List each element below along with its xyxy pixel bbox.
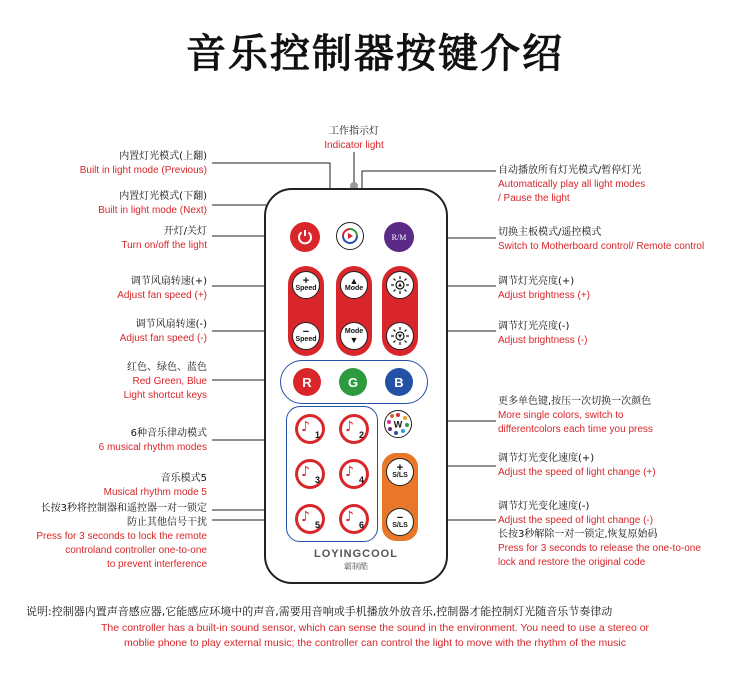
music-note-icon: ♪	[345, 419, 354, 435]
brand-logo: LOYINGCOOL	[314, 548, 398, 560]
label-lock: 长按3秒将控制器和遥控器一对一锁定 防止其他信号干扰 Press for 3 seconds to lock the remote controland controller one-to-one to prevent interference	[36, 503, 207, 570]
label-music-mode-5: 音乐模式5 Musical rhythm mode 5	[103, 473, 207, 498]
music-modes-group	[286, 406, 378, 542]
color-wheel-icon	[385, 411, 411, 437]
music-mode-4-button[interactable]: ♪ 4	[339, 459, 369, 489]
fan-speed-minus-button[interactable]: − Speed	[292, 322, 320, 350]
sun-minus-icon	[390, 326, 410, 346]
fan-speed-plus-button[interactable]: + Speed	[292, 271, 320, 299]
brightness-minus-button[interactable]	[386, 322, 414, 350]
green-button[interactable]: G	[339, 368, 367, 396]
label-rm-switch: 切换主板模式/遥控模式 Switch to Motherboard control/ Remote control	[498, 227, 705, 252]
music-note-icon: ♪	[301, 509, 310, 525]
power-icon	[296, 228, 314, 246]
label-brightness-plus: 调节灯光亮度(+) Adjust brightness (+)	[498, 276, 590, 301]
footer-note-cn: 说明:控制器内置声音感应器,它能感应环境中的声音,需要用音响或手机播放外放音乐,控制器才能控制灯光随音乐节奏律动	[26, 605, 613, 618]
label-speed-plus: 调节灯光变化速度(+) Adjust the speed of light change (+)	[498, 453, 656, 478]
page-title: 音乐控制器按键介绍	[186, 31, 564, 77]
music-note-icon: ♪	[301, 419, 310, 435]
label-auto-play: 自动播放所有灯光模式/暂停灯光 Automatically play all light modes / Pause the light	[498, 165, 646, 204]
rgb-group	[280, 360, 428, 404]
label-previous-mode: 内置灯光模式(上翻) Built in light mode (Previous)	[79, 151, 207, 176]
blue-button[interactable]: B	[385, 368, 413, 396]
music-mode-5-button[interactable]: ♪ 5	[295, 504, 325, 534]
triangle-up-icon: ▲	[349, 276, 359, 286]
auto-play-button[interactable]	[336, 222, 364, 250]
indicator-label: 工作指示灯 Indicator light	[324, 126, 384, 151]
more-colors-button[interactable]	[384, 410, 412, 438]
mode-next-button[interactable]: Mode ▼	[340, 322, 368, 350]
light-speed-plus-button[interactable]: + S/LS	[386, 458, 414, 486]
power-button[interactable]	[290, 222, 320, 252]
brand-cn: 霸制酷	[344, 562, 368, 571]
label-fan-minus: 调节风扇转速(-) Adjust fan speed (-)	[119, 319, 207, 344]
sun-plus-icon	[390, 275, 410, 295]
music-note-icon: ♪	[345, 509, 354, 525]
remote-control	[264, 188, 448, 584]
label-brightness-minus: 调节灯光亮度(-) Adjust brightness (-)	[498, 321, 588, 346]
play-cycle-icon	[339, 225, 361, 247]
fan-speed-pill	[288, 266, 324, 356]
label-music-modes: 6种音乐律动模式 6 musical rhythm modes	[98, 428, 207, 453]
triangle-down-icon: ▼	[349, 335, 359, 345]
rm-switch-button[interactable]: R/M	[384, 222, 414, 252]
footer-note-en: The controller has a built-in sound sensor, which can sense the sound in the environment. You need to use a stereo or moblie phone to play external music; the controller can control the light to move with the rhythm of the music	[100, 622, 650, 649]
music-note-icon: ♪	[345, 464, 354, 480]
label-power: 开灯/关灯 Turn on/off the light	[121, 226, 207, 251]
label-rgb: 红色、绿色、蓝色 Red Green, Blue Light shortcut keys	[123, 362, 207, 401]
red-button[interactable]: R	[293, 368, 321, 396]
label-fan-plus: 调节风扇转速(+) Adjust fan speed (+)	[117, 276, 207, 301]
music-note-icon: ♪	[301, 464, 310, 480]
music-mode-6-button[interactable]: ♪ 6	[339, 504, 369, 534]
music-mode-2-button[interactable]: ♪ 2	[339, 414, 369, 444]
brightness-pill	[382, 266, 418, 356]
svg-text:W: W	[393, 419, 403, 430]
light-speed-minus-button[interactable]: − S/LS	[386, 508, 414, 536]
label-unlock: 长按3秒解除一对一锁定,恢复原始码 Press for 3 seconds to release the one-to-one lock and restore the original code	[498, 529, 701, 568]
music-mode-3-button[interactable]: ♪ 3	[295, 459, 325, 489]
label-next-mode: 内置灯光模式(下翻) Built in light mode (Next)	[98, 191, 207, 216]
mode-previous-button[interactable]: ▲ Mode	[340, 271, 368, 299]
light-speed-pill	[382, 453, 418, 541]
brightness-plus-button[interactable]	[386, 271, 414, 299]
mode-pill	[336, 266, 372, 356]
music-mode-1-button[interactable]: ♪ 1	[295, 414, 325, 444]
label-more-colors: 更多单色键,按压一次切换一次颜色 More single colors, switch to differentcolors each time you press	[498, 396, 653, 435]
label-speed-minus: 调节灯光变化速度(-) Adjust the speed of light change (-)	[498, 501, 654, 526]
